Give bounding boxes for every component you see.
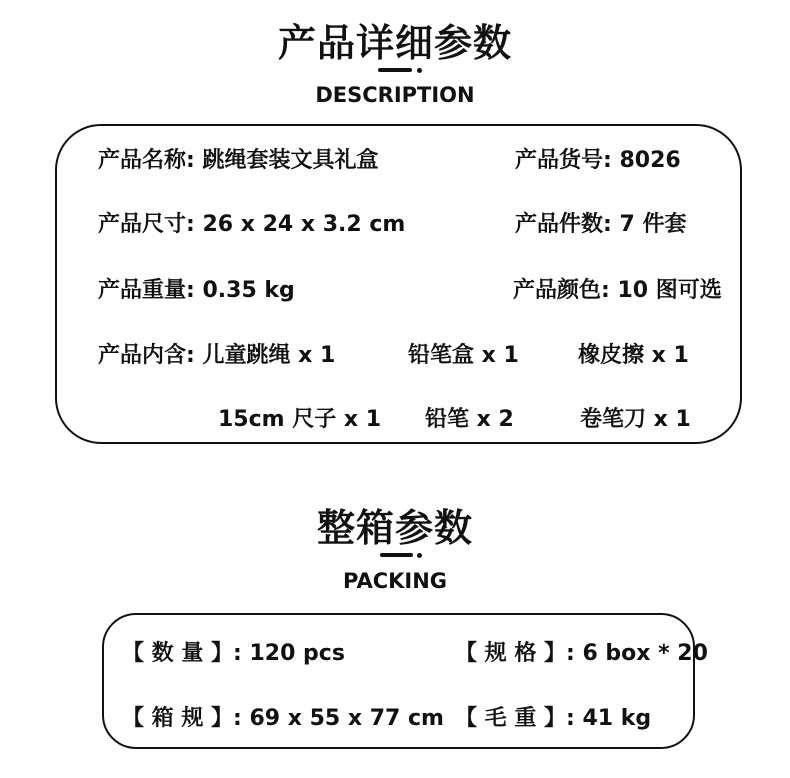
product-contents-label: 产品内含: (98, 343, 195, 368)
product-size-row (98, 207, 405, 238)
contents-item: 儿童跳绳 x 1 (202, 343, 336, 368)
contents-item: 橡皮擦 x 1 (578, 343, 689, 368)
product-count-row (515, 207, 686, 238)
product-weight-row (98, 273, 295, 304)
carton-label: 【 箱 规 】: (122, 706, 242, 731)
title-divider-line (378, 68, 412, 72)
spec-row (455, 636, 708, 667)
product-name-value: 跳绳套装文具礼盒 (202, 148, 379, 173)
product-count-value: 7 件套 (619, 212, 687, 237)
contents-item: 15cm 尺子 x 1 (218, 407, 382, 432)
product-code-value: 8026 (619, 148, 681, 173)
packing-title: 整箱参数 (316, 506, 473, 550)
quantity-label: 【 数 量 】: (122, 641, 242, 666)
product-name-row (98, 143, 379, 174)
packing-subtitle: PACKING (342, 569, 448, 593)
gross-weight-label: 【 毛 重 】: (455, 706, 575, 731)
spec-value: 6 box * 20 (582, 641, 708, 666)
product-code-row (515, 143, 681, 174)
product-details-title: 产品详细参数 (277, 21, 512, 65)
product-code-label: 产品货号: (515, 148, 612, 173)
carton-row (122, 701, 444, 732)
gross-weight-row (455, 701, 651, 732)
title-divider-dot (417, 68, 422, 73)
quantity-row (122, 636, 345, 667)
description-subtitle: DESCRIPTION (315, 83, 475, 107)
product-weight-label: 产品重量: (98, 278, 195, 303)
quantity-value: 120 pcs (249, 641, 345, 666)
product-weight-value: 0.35 kg (202, 278, 295, 303)
spec-label: 【 规 格 】: (455, 641, 575, 666)
product-name-label: 产品名称: (98, 148, 195, 173)
product-count-label: 产品件数: (515, 212, 612, 237)
contents-item: 铅笔 x 2 (425, 407, 514, 432)
packing-divider-line (380, 553, 413, 557)
product-contents-row (98, 338, 335, 369)
product-color-value: 10 图可选 (617, 278, 722, 303)
product-color-row (513, 273, 722, 304)
product-size-label: 产品尺寸: (98, 212, 195, 237)
contents-item: 铅笔盒 x 1 (408, 343, 519, 368)
gross-weight-value: 41 kg (582, 706, 652, 731)
packing-divider-dot (417, 553, 422, 558)
contents-item: 卷笔刀 x 1 (580, 407, 691, 432)
product-size-value: 26 x 24 x 3.2 cm (202, 212, 406, 237)
product-color-label: 产品颜色: (513, 278, 610, 303)
carton-value: 69 x 55 x 77 cm (249, 706, 444, 731)
